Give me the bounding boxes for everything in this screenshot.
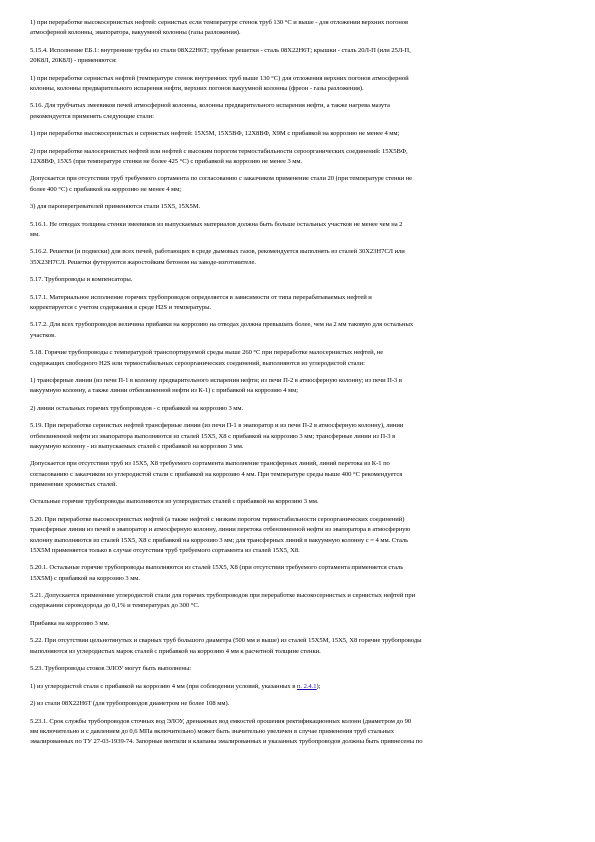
paragraph: Допускается при отсутствии труб требуемого сортамента по согласованию с заказчиком применение стали 20 (при температуре стенки не более 400 °С) с прибавкой на коррозию не менее 4 мм; [30, 175, 413, 193]
paragraph: Прибавка на коррозию 3 мм. [30, 619, 110, 627]
paragraph: 3) для пароперегревателей применяются стали 15Х5, 15Х5М. [30, 203, 201, 211]
paragraph: 5.16. Для трубчатых змеевиков печей атмосферной колонны, колонны предварительного испарения нефти, а также нагрева мазута рекомендуется применять следующие стали: [30, 102, 390, 120]
paragraph: 5.15.4. Исполнение ЕБ.1: внутренние трубы из стали 08Х22Н6Т; трубные решетки - сталь 08Х22Н6Т; крышки - сталь 20Л-П (или 25Л-П, 20К8Л, 20К8Л) - применяются: [30, 46, 411, 65]
paragraph-text-tail: ); [316, 682, 321, 690]
paragraph: Допускается при отсутствии труб из 15Х5, Х8 требуемого сортамента выполнение трансферных линий, линий перетока из К-1 по согласованию с заказчиком из углеродистой стали с прибавкой на коррозию 4 мм. При температуре среды выше 400 °С рекомендуется применение хромистых сталей. [30, 460, 403, 488]
section-heading: 5.17. Трубопроводы и компенсаторы. [30, 276, 133, 284]
paragraph: 2) из стали 08Х22Н6Т (для трубопроводов диаметром не более 108 мм). [30, 700, 230, 708]
paragraph: 2) при переработке малосернистых нефтей или нефтей с высоким порогом термостабильности сероорганических соединений: 15Х5ВФ, 12Х8ВФ, 15Х5 (при температуре стенки не более 425 °С) с прибавкой на коррозию не менее 3 мм. [30, 147, 408, 165]
paragraph: 5.19. При переработке сернистых нефтей трансферные линии (из печи П-1 в эвапоратор и из печи П-2 в атмосферную колонну), линии отбензиненной нефти из эвапоратора выполняются из сталей 15Х5, Х8 с прибавкой на коррозию 3 мм; трансферные линии из П-3 в вакуумную колонну - из выпускаемых сталей с прибавкой на коррозию 3 мм. [30, 422, 404, 450]
paragraph: 1) при переработке высокосернистых и сернистых нефтей: 15Х5М, 15Х5ВФ, 12Х8ВФ, Х9М с прибавкой на коррозию не менее 4 мм; [30, 130, 400, 138]
clause-reference-link[interactable]: п. 2.4.1 [296, 682, 317, 690]
paragraph: 5.16.1. Не отводах толщина стенки змеевиков из выпускаемых материалов должна быть больше остальных участков не менее чем на 2 мм. [30, 220, 403, 238]
paragraph-text: 1) из углеродистой стали с прибавкой на коррозию 4 мм (при соблюдении условий, указанных в [30, 682, 297, 690]
paragraph: 5.23.1. Срок службы трубопроводов сточных вод ЭЛОУ, дренажных вод емкостей орошения ректификационных колонн (диаметром до 90 мм включительно и с давлением до 0,6 МПа включительно) может быть значительно увеличен в случае применения труб стальных эмалированных по ТУ 27-03-1939-74. Запорные вентили и клапаны эмалированных и указанных трубопроводов должны быть привнесены по [30, 717, 423, 746]
paragraph: 5.20. При переработке высокосернистых нефтей (а также нефтей с низким порогом термостабильности сероорганических соединений) трансферные линии из печей в эвапоратор и атмосферную колонну, линии перетока отбензиненной нефти из эвапоратора в атмосферную колонну выполняются из сталей 15Х5, Х8 с прибавкой на коррозию 3 мм; для трансферных линий в вакуумную колонну с = 4 мм. Сталь 15Х5М применяется только в случае отсутствия труб требуемого сортамента из сталей 15Х5, Х8. [30, 515, 411, 554]
paragraph: Остальные горячие трубопроводы выполняются из углеродистых сталей с прибавкой на коррозию 3 мм. [30, 498, 319, 506]
paragraph: 5.16.2. Решетки (и подвески) для всех печей, работающих в среде дымовых газов, рекомендуется выполнять из сталей 30Х23Н7СЛ или 35Х23Н7СЛ. Решетки футеруются жаростойким бетоном на заводе-изготовителе. [30, 248, 405, 266]
paragraph: 1) при переработке сернистых нефтей (температуре стенок внутренних труб выше 130 °С) для отложения верхних погонов атмосферной колонны, колонны предварительного испарения нефти, верхних погонов вакуумной колонны (фреон - газы разложения). [30, 74, 409, 92]
paragraph: 5.20.1. Остальные горячие трубопроводы выполняются из сталей 15Х5, Х8 (при отсутствии требуемого сортамента применяется сталь 15Х5М) с прибавкой на коррозию 3 мм. [30, 564, 404, 582]
paragraph-with-link [30, 682, 565, 692]
paragraph: 2) линии остальных горячих трубопроводов - с прибавкой на коррозию 3 мм. [30, 404, 244, 412]
paragraph: 5.17.1. Материальное исполнение горячих трубопроводов определяется в зависимости от типа перерабатываемых нефтей и корректируется с учетом содержания в среде H2S и температуры. [30, 293, 372, 311]
paragraph: 5.21. Допускается применение углеродистой стали для горячих трубопроводов при переработке высокосернистых и сернистых нефтей при содержании сероводорода до 0,1% и температурах до 300 °С. [30, 592, 416, 610]
paragraph: 5.18. Горячие трубопроводы с температурой транспортируемой среды выше 260 °С при переработке малосернистых нефтей, не содержащих свободного H2S или термостабильных сероорганических соединений, выполняются из углеродистой стали: [30, 349, 384, 367]
paragraph: 5.17.2. Для всех трубопроводов величина прибавки на коррозию на отводах должна превышать более, чем на 2 мм таковую для остальных участков. [30, 321, 414, 339]
paragraph: 5.23. Трубопроводы стоков ЭЛОУ могут быть выполнены: [30, 665, 192, 673]
paragraph: 1) при переработке высокосернистых нефтей: сернистых если температуре стенок труб 130 °С и выше - для отложении верхних погонов атмосферной колонны, эвапоратора, вакуумной колонны (газы разложения). [30, 19, 409, 37]
paragraph: 5.22. При отсутствии цельнотянутых и сварных труб большого диаметра (500 мм и выше) из сталей 15Х5М, 15Х5, Х8 горячие трубопроводы выполняются из углеродистых марок сталей с прибавкой на коррозию 4 мм к расчетной толщине стенки. [30, 637, 422, 655]
paragraph: 1) трансферные линии (из печи П-1 в колонну предварительного испарения нефти; из печи П-2 в атмосферную колонну; из печи П-3 в вакуумную колонну, а также линии отбензиненной нефти из К-1) с прибавкой на коррозию 4 мм; [30, 377, 402, 395]
